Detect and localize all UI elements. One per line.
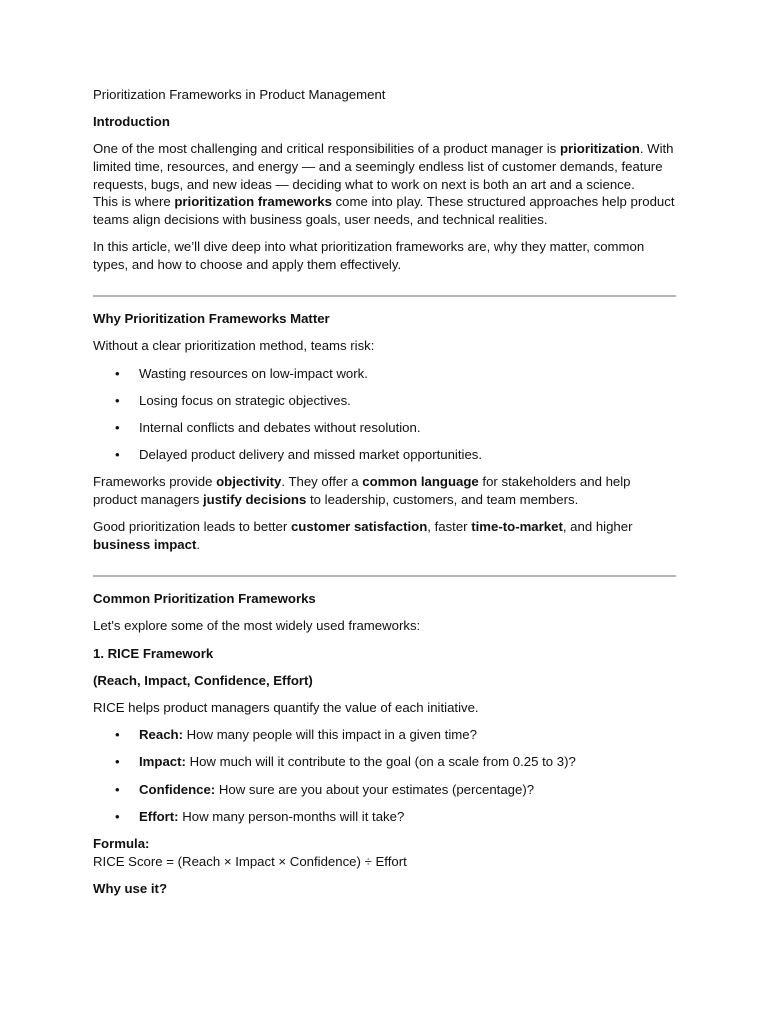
intro-paragraph-1: One of the most challenging and critical responsibilities of a product manager is prioritization. With limited time, resources, and energy — and a seemingly endless list of customer demands, feature requests, bugs, and new ideas — deciding what to work on next is both an art and a science. <box>93 141 674 192</box>
section-divider <box>93 295 676 297</box>
rice-component-list <box>93 726 676 825</box>
list-item: • Reach: How many people will this impact in a given time? <box>115 727 477 743</box>
document-title: Prioritization Frameworks in Product Management <box>93 87 386 102</box>
list-item: • Effort: How many person-months will it take? <box>115 808 405 824</box>
list-item: • Internal conflicts and debates without resolution. <box>115 419 421 435</box>
bullet-icon: • <box>115 447 120 463</box>
intro-heading: Introduction <box>93 114 170 130</box>
formula-label: Formula: <box>93 835 150 851</box>
section-divider <box>93 575 676 577</box>
document-page <box>93 86 676 907</box>
why-use-it-heading: Why use it? <box>93 880 167 896</box>
bullet-icon: • <box>115 754 120 770</box>
list-item: • Losing focus on strategic objectives. <box>115 392 351 408</box>
common-heading: Common Prioritization Frameworks <box>93 591 316 607</box>
intro-paragraph-3: In this article, we’ll dive deep into what prioritization frameworks are, why they matter, common types, and how to choose and apply them effectively. <box>93 238 645 272</box>
formula-text: RICE Score = (Reach × Impact × Confidence) ÷ Effort <box>93 853 407 869</box>
why-lead: Without a clear prioritization method, teams risk: <box>93 338 375 354</box>
why-heading: Why Prioritization Frameworks Matter <box>93 311 330 327</box>
rice-subheading: (Reach, Impact, Confidence, Effort) <box>93 672 313 688</box>
bullet-icon: • <box>115 727 120 743</box>
rice-lead: RICE helps product managers quantify the value of each initiative. <box>93 699 479 715</box>
list-item: • Impact: How much will it contribute to the goal (on a scale from 0.25 to 3)? <box>115 754 576 770</box>
rice-heading: 1. RICE Framework <box>93 645 214 661</box>
list-item: • Confidence: How sure are you about your estimates (percentage)? <box>115 781 535 797</box>
bullet-icon: • <box>115 781 120 797</box>
bullet-icon: • <box>115 419 120 435</box>
list-item: • Wasting resources on low-impact work. <box>115 365 368 381</box>
why-paragraph-1: Frameworks provide objectivity. They offer a common language for stakeholders and help product managers justify decisions to leadership, customers, and team members. <box>93 474 631 507</box>
list-item: • Delayed product delivery and missed market opportunities. <box>115 447 483 463</box>
why-paragraph-2: Good prioritization leads to better customer satisfaction, faster time-to-market, and higher business impact. <box>93 519 633 552</box>
common-lead: Let's explore some of the most widely used frameworks: <box>93 618 421 634</box>
bullet-icon: • <box>115 365 120 381</box>
why-risk-list <box>93 365 676 464</box>
bullet-icon: • <box>115 392 120 408</box>
bullet-icon: • <box>115 808 120 824</box>
intro-paragraph-2: This is where prioritization frameworks come into play. These structured approaches help product teams align decisions with business goals, user needs, and technical realities. <box>93 194 675 227</box>
